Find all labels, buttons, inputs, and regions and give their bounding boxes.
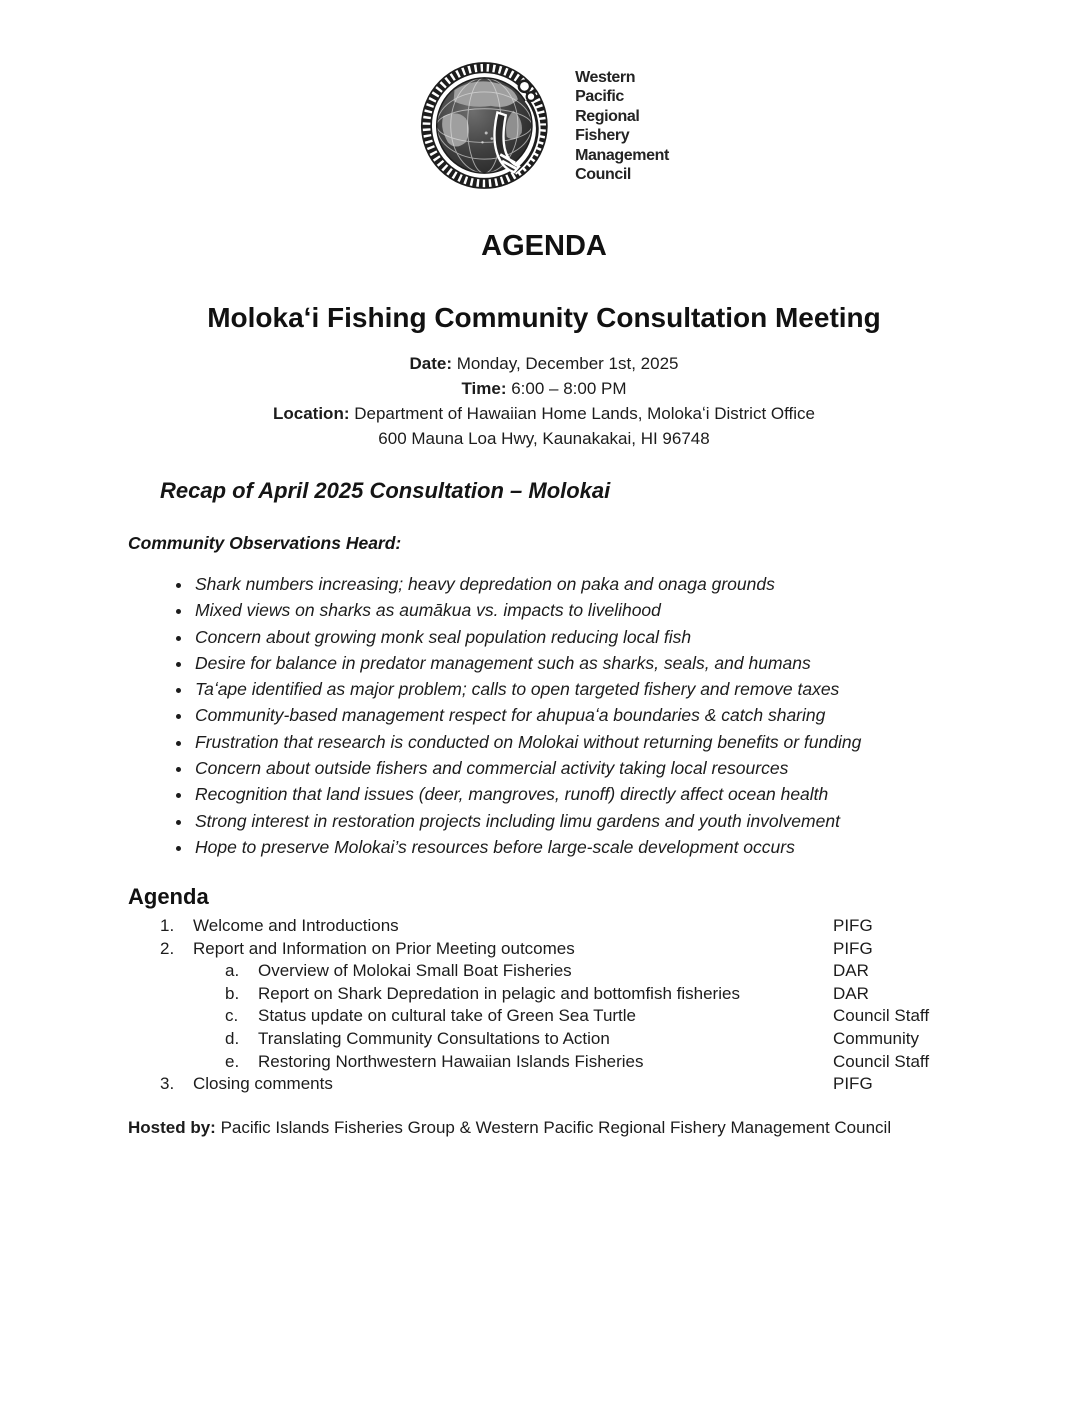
location-label: Location: xyxy=(273,404,350,423)
item-presenter: Council Staff xyxy=(833,1051,930,1071)
agenda-subitem xyxy=(128,1028,1028,1051)
item-presenter: Community xyxy=(833,1028,919,1048)
org-name-line: Western xyxy=(575,68,636,86)
org-logo xyxy=(0,56,1088,196)
agenda-list xyxy=(128,915,1028,1096)
item-marker: d. xyxy=(225,1028,240,1048)
date-label: Date: xyxy=(409,354,453,373)
org-name-line: Management xyxy=(575,146,669,164)
agenda-subitem xyxy=(128,960,1028,983)
item-marker: a. xyxy=(225,961,240,981)
observations-list xyxy=(128,571,968,860)
observation-item: • Desire for balance in predator management such as sharks, seals, and humans xyxy=(193,650,968,676)
item-marker: c. xyxy=(225,1006,239,1026)
agenda-item xyxy=(128,915,1028,938)
agenda-subitem xyxy=(128,983,1028,1006)
item-marker: 1. xyxy=(160,916,175,935)
item-text: Welcome and Introductions xyxy=(193,916,399,935)
agenda-subitem xyxy=(128,1051,1028,1074)
observation-item: • Concern about growing monk seal population reducing local fish xyxy=(193,624,968,650)
item-marker: 3. xyxy=(160,1074,175,1094)
meeting-time xyxy=(0,376,1088,401)
observation-item: • Mixed views on sharks as aumākua vs. impacts to livelihood xyxy=(193,597,968,623)
location-value: Department of Hawaiian Home Lands, Molokaʻi District Office xyxy=(349,404,815,423)
globe-fishhook-icon xyxy=(419,56,559,196)
agenda-section-heading: Agenda xyxy=(128,884,209,909)
time-label: Time: xyxy=(461,379,507,398)
observation-item: • Community-based management respect for ahupuaʻa boundaries & catch sharing xyxy=(193,702,968,728)
item-marker: 2. xyxy=(160,938,175,958)
observation-item: • Frustration that research is conducted on Molokai without returning benefits or funding xyxy=(193,729,968,755)
page-title: Molokaʻi Fishing Community Consultation Meeting xyxy=(207,302,881,333)
item-presenter: Council Staff xyxy=(833,1006,930,1026)
hosted-by-value: Pacific Islands Fisheries Group & Western Pacific Regional Fishery Management Council xyxy=(215,1118,892,1137)
agenda-subitem xyxy=(128,1005,1028,1028)
observation-item: • Taʻape identified as major problem; calls to open targeted fishery and remove taxes xyxy=(193,676,968,702)
hosted-by xyxy=(128,1114,968,1142)
item-text: Status update on cultural take of Green Sea Turtle xyxy=(258,1006,637,1026)
item-marker: b. xyxy=(225,983,240,1003)
meeting-address: 600 Mauna Loa Hwy, Kaunakakai, HI 96748 xyxy=(378,429,710,448)
item-presenter: DAR xyxy=(833,983,869,1003)
item-presenter: PIFG xyxy=(833,1074,873,1094)
org-name-line: Pacific xyxy=(575,88,624,105)
agenda-item xyxy=(128,1073,1028,1096)
item-text: Closing comments xyxy=(193,1074,333,1094)
item-text: Translating Community Consultations to Action xyxy=(258,1028,610,1048)
recap-heading: Recap of April 2025 Consultation – Molokai xyxy=(160,478,611,503)
meeting-location xyxy=(0,401,1088,426)
item-presenter: PIFG xyxy=(833,916,873,935)
agenda-item xyxy=(128,938,1028,961)
org-name xyxy=(575,68,669,185)
observations-heading: Community Observations Heard: xyxy=(128,533,402,553)
observation-item: • Concern about outside fishers and commercial activity taking local resources xyxy=(193,755,968,781)
observation-item: • Recognition that land issues (deer, mangroves, runoff) directly affect ocean health xyxy=(193,781,968,807)
org-name-line: Fishery xyxy=(575,127,630,144)
item-presenter: DAR xyxy=(833,961,869,981)
agenda-label: AGENDA xyxy=(481,230,607,262)
item-text: Overview of Molokai Small Boat Fisheries xyxy=(258,961,572,981)
observation-item: • Shark numbers increasing; heavy depredation on paka and onaga grounds xyxy=(193,571,968,597)
date-value: Monday, December 1st, 2025 xyxy=(452,354,679,373)
meeting-info xyxy=(0,351,1088,451)
observation-item: • Hope to preserve Molokai’s resources before large-scale development occurs xyxy=(193,834,968,860)
item-text: Report and Information on Prior Meeting outcomes xyxy=(193,938,575,958)
item-presenter: PIFG xyxy=(833,938,873,958)
org-name-line: Council xyxy=(575,166,631,183)
item-text: Report on Shark Depredation in pelagic and bottomfish fisheries xyxy=(258,983,740,1003)
time-value: 6:00 – 8:00 PM xyxy=(506,379,627,398)
meeting-date xyxy=(0,351,1088,376)
item-text: Restoring Northwestern Hawaiian Islands Fisheries xyxy=(258,1051,644,1071)
observation-item: • Strong interest in restoration projects including limu gardens and youth involvement xyxy=(193,808,968,834)
item-marker: e. xyxy=(225,1051,240,1071)
org-name-line: Regional xyxy=(575,107,640,125)
hosted-by-label: Hosted by: xyxy=(128,1118,216,1137)
